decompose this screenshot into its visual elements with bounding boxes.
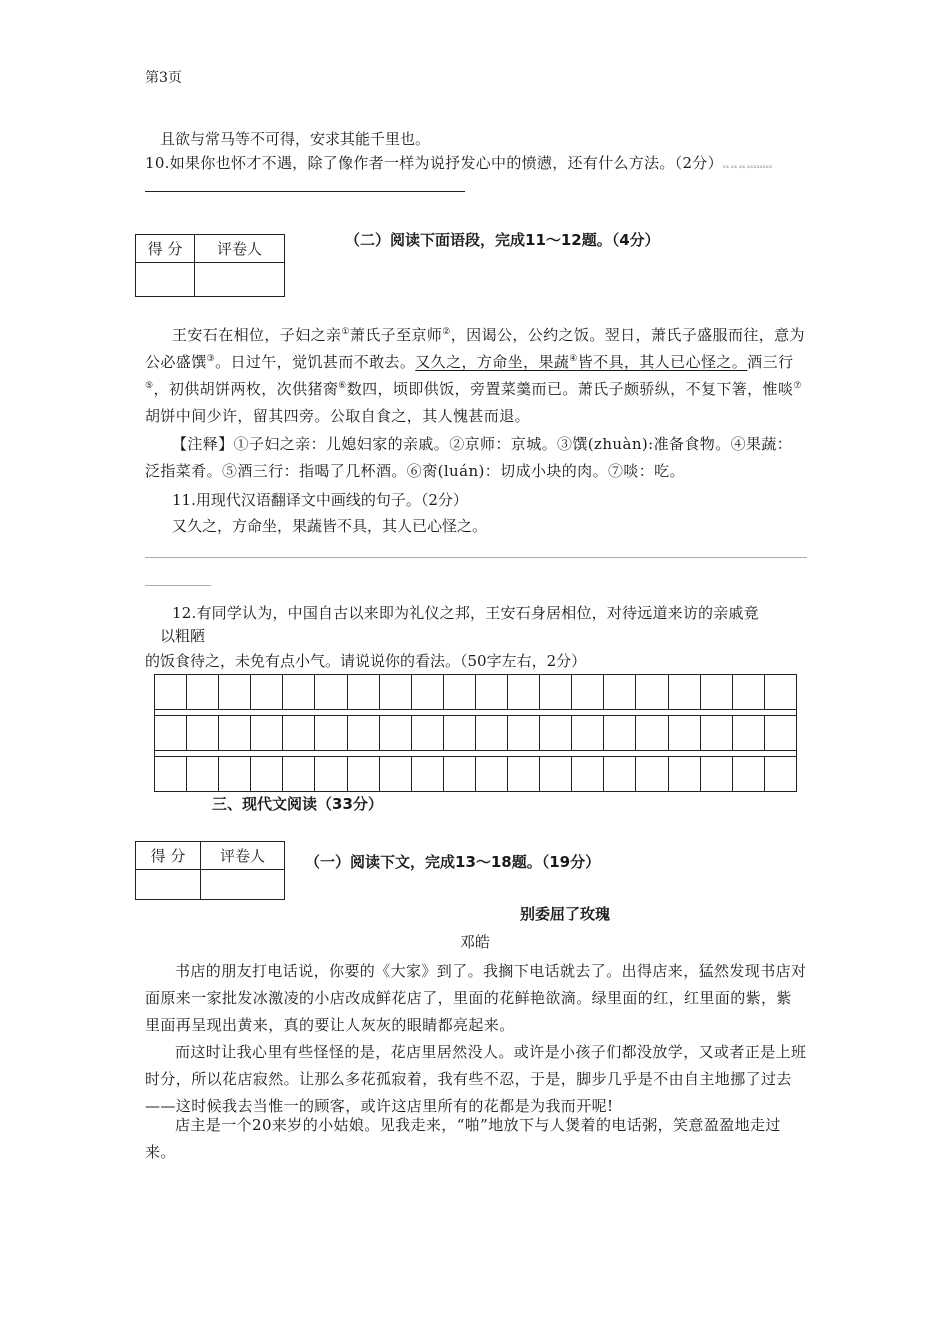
article-para-2: 而这时让我心里有些怪怪的是，花店里居然没人。或许是小孩子们都没放学，又或者正是上班时分，所以花店寂然。让那么多花孤寂着，我有些不忍，于是，脚步几乎是不由自主地挪了过去——这时候我去当惟一的顾客，或许这店里所有的花都是为我而开呢!: [145, 1043, 807, 1115]
tiny-note: xx.xx,xx,xxxxxxxx: [722, 164, 773, 170]
grid-row-1[interactable]: [155, 675, 796, 709]
answer-line-10[interactable]: [145, 191, 465, 192]
grader-cell[interactable]: [195, 263, 285, 297]
annotation-notes: 【注释】①子妇之亲：儿媳妇家的亲戚。②京师：京城。③馔(zhuàn):准备食物。④果蔬：泛指菜肴。⑤酒三行：指喝了几杯酒。⑥脔(luán)：切成小块的肉。⑦啖：吃。: [145, 435, 793, 480]
passage-text: 数四，顷即供饭，旁置菜羹而已。萧氏子颇骄纵，不复下箸，惟啖: [346, 380, 794, 398]
note-ref: ④: [569, 354, 578, 364]
passage-text: ，因谒公，公约之饭。翌日，萧氏子盛服而往，意为公必盛馔: [145, 326, 805, 371]
note-ref: ⑥: [338, 381, 347, 391]
question-12-line3: 的饭食待之，未免有点小气。请说说你的看法。（50字左右，2分）: [145, 652, 587, 670]
question-12-line2: 以粗陋: [160, 627, 206, 645]
article-para-3: 店主是一个20来岁的小姑娘。见我走来，“啪”地放下与人煲着的电话粥，笑意盈盈地走过来。: [145, 1116, 781, 1161]
note-ref: ②: [442, 327, 451, 337]
grader-cell[interactable]: [201, 870, 285, 900]
grid-row-2[interactable]: [155, 716, 796, 750]
score-label: 得 分: [136, 235, 195, 263]
question-11-sentence: 又久之，方命坐，果蔬皆不具，其人已心怪之。: [172, 517, 488, 535]
passage-text: 。日过午，觉饥甚而不敢去。: [215, 353, 416, 371]
score-cell[interactable]: [136, 870, 201, 900]
page-number: 第3页: [145, 70, 182, 86]
score-cell[interactable]: [136, 263, 195, 297]
score-label: 得 分: [136, 842, 201, 870]
section2-title: （二）阅读下面语段，完成11～12题。（4分）: [345, 231, 660, 249]
score-box-1: [135, 234, 285, 297]
passage-text: ，初供胡饼两枚，次供猪脔: [153, 380, 339, 398]
grid-row-3[interactable]: [155, 757, 796, 791]
score-box-2: [135, 841, 285, 900]
answer-line-11[interactable]: [145, 557, 807, 558]
passage-text: 萧氏子至京师: [349, 326, 443, 344]
article-title: 别委屈了玫瑰: [520, 905, 611, 923]
article-author: 邓皓: [460, 933, 491, 951]
underlined-sentence: [415, 353, 747, 371]
article-para-1: 书店的朋友打电话说，你要的《大家》到了。我搁下电话就去了。出得店来，猛然发现书店对面原来一家批发冰激凌的小店改成鲜花店了，里面的花鲜艳欲滴。绿里面的红，红里面的紫，紫里面再呈现出黄来，真的要让人灰灰的眼睛都亮起来。: [145, 962, 807, 1034]
answer-grid[interactable]: [154, 674, 797, 792]
question-10: [145, 153, 772, 177]
underlined-text-b: 皆不具，其人已心怪之。: [577, 353, 748, 371]
section3-title: 三、现代文阅读（33分）: [212, 795, 383, 813]
passage-text: 王安石在相位，子妇之亲: [172, 326, 342, 344]
note-ref: ⑦: [793, 381, 802, 391]
underlined-text-a: 又久之，方命坐，果蔬: [415, 353, 570, 371]
question-11: 11.用现代汉语翻译文中画线的句子。（2分）: [172, 491, 468, 509]
classical-passage: [145, 322, 807, 430]
note-ref: ①: [341, 327, 350, 337]
note-ref: ③: [206, 354, 216, 364]
note-ref: ⑤: [145, 381, 154, 391]
grader-label: 评卷人: [195, 235, 285, 263]
grader-label: 评卷人: [201, 842, 285, 870]
quote-line: 且欲与常马等不可得，安求其能千里也。: [160, 130, 431, 148]
passage-text: 酒三行: [747, 353, 794, 371]
passage-text: 胡饼中间少许，留其四旁。公取自食之，其人愧甚而退。: [145, 407, 531, 425]
reading1-title: （一）阅读下文，完成13～18题。（19分）: [305, 853, 601, 871]
question-10-text: 10.如果你也怀才不遇，除了像作者一样为说抒发心中的愤懑，还有什么方法。（2分）: [145, 154, 723, 172]
answer-line-11-short[interactable]: [145, 585, 211, 586]
question-12-line1: 12.有同学认为，中国自古以来即为礼仪之邦，王安石身居相位，对待远道来访的亲戚竟: [172, 604, 759, 622]
